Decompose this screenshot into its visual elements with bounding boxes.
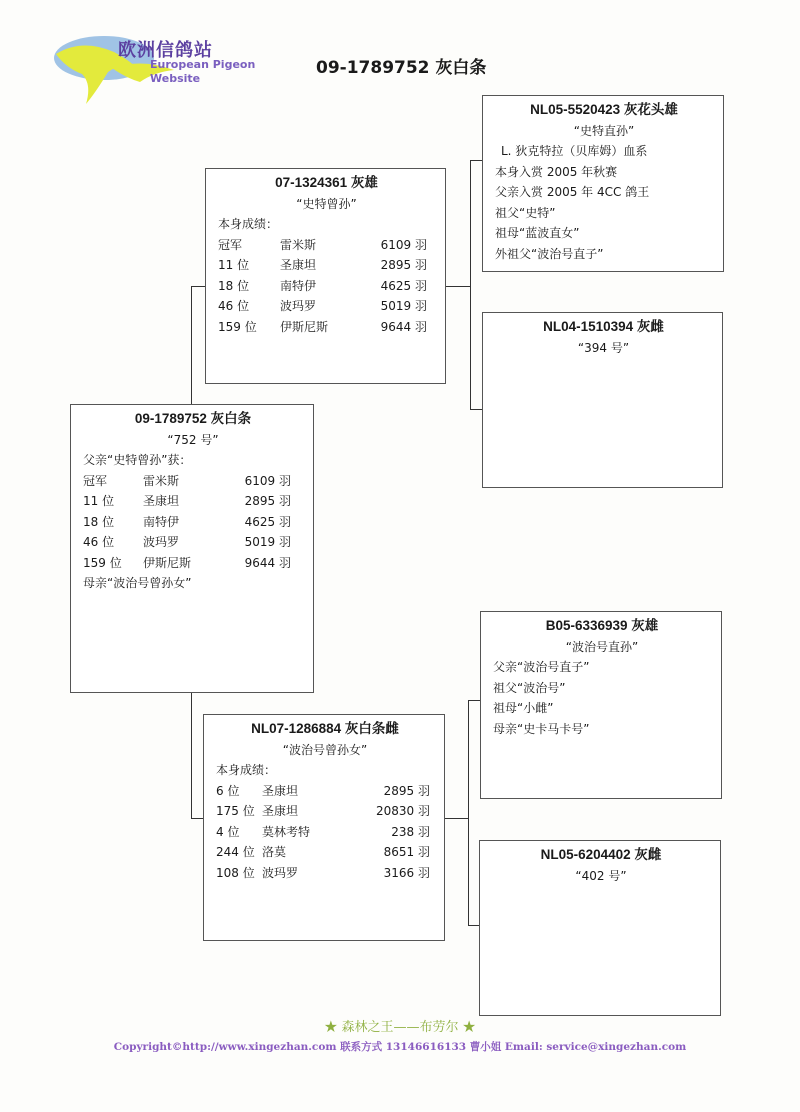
logo-chinese-text: 欧洲信鸽站 xyxy=(118,40,213,61)
dam-nickname: “波治号曾孙女” xyxy=(282,742,368,757)
subject-nickname: “752 号” xyxy=(167,432,219,447)
sire-nickname: “史特曾孙” xyxy=(296,196,357,211)
dam-results-list xyxy=(216,781,434,884)
sire-results-list xyxy=(218,235,435,338)
sire-dam-card xyxy=(482,312,723,488)
sire-intro: 本身成绩： xyxy=(218,217,279,231)
result-row: 6 位 圣康坦 2895 羽 xyxy=(216,783,430,798)
result-row: 冠军 雷米斯 6109 羽 xyxy=(83,473,291,488)
dam-dam-ring-number: NL05-6204402 灰雌 xyxy=(540,847,662,862)
connector-sire-vertical xyxy=(470,160,471,410)
sire-dam-nickname: “394 号” xyxy=(577,340,630,355)
dam-card xyxy=(203,714,445,941)
dam-dam-card xyxy=(479,840,721,1016)
pedigree-line: 祖母“小雌” xyxy=(493,701,554,715)
pedigree-line: 父亲入赏 2005 年 4CC 鸽王 xyxy=(495,185,650,199)
sire-card xyxy=(205,168,446,384)
footer-motto: ★ 森林之王——布劳尔 ★ xyxy=(324,1020,476,1035)
pedigree-line: 祖父“史特” xyxy=(495,205,556,220)
pedigree-line: 外祖父“波治号直子” xyxy=(495,246,604,261)
result-row: 46 位 波玛罗 5019 羽 xyxy=(83,535,291,549)
connector-sire-to-sire-dam xyxy=(470,409,482,410)
dam-intro: 本身成绩： xyxy=(216,763,277,777)
pedigree-line: 父亲“波治号直子” xyxy=(493,660,590,674)
result-row: 159 位 伊斯尼斯 9644 羽 xyxy=(83,555,291,570)
subject-intro: 父亲“史特曾孙”获： xyxy=(83,453,192,467)
connector-sire-to-sire-sire xyxy=(470,160,482,161)
connector-sire-stub xyxy=(445,286,470,287)
sire-ring-number: 07-1324361 灰雄 xyxy=(275,175,378,190)
subject-card xyxy=(70,404,314,693)
sire-sire-ring-number: NL05-5520423 灰花头雄 xyxy=(530,102,678,117)
result-row: 18 位 南特伊 4625 羽 xyxy=(218,278,427,293)
subject-mother: 母亲“波治号曾孙女” xyxy=(83,576,192,590)
sire-sire-nickname: “史特直孙” xyxy=(573,123,635,138)
dam-dam-nickname: “402 号” xyxy=(575,868,627,883)
sire-sire-card xyxy=(482,95,724,272)
dam-sire-ring-number: B05-6336939 灰雄 xyxy=(545,618,659,633)
pedigree-line: 祖父“波治号” xyxy=(493,680,566,695)
subject-results-list xyxy=(83,471,303,574)
pedigree-line: 本身入赏 2005 年秋赛 xyxy=(495,164,618,179)
result-row: 244 位 洛莫 8651 羽 xyxy=(216,845,430,859)
logo-english-line2: Website xyxy=(150,72,201,85)
sire-dam-ring-number: NL04-1510394 灰雌 xyxy=(543,319,664,334)
page-title: 09-1789752 灰白条 xyxy=(316,58,487,78)
result-row: 108 位 波玛罗 3166 羽 xyxy=(216,865,430,880)
result-row: 18 位 南特伊 4625 羽 xyxy=(83,514,291,529)
dam-sire-nickname: “波治号直孙” xyxy=(565,639,639,654)
connector-dam-stub xyxy=(444,818,468,819)
connector-subject-dam-vertical xyxy=(191,692,192,818)
pedigree-line: 祖母“蓝波直女” xyxy=(495,226,580,240)
footer-copyright: Copyright©http://www.xingezhan.com 联系方式 13146616133 曹小姐 Email: service@xingezhan.com xyxy=(113,1041,687,1053)
dam-ring-number: NL07-1286884 灰白条雌 xyxy=(251,721,399,736)
result-row: 11 位 圣康坦 2895 羽 xyxy=(218,258,427,272)
connector-subject-sire-horizontal xyxy=(191,286,205,287)
result-row: 175 位 圣康坦 20830 羽 xyxy=(216,804,430,818)
logo-english-line1: European Pigeon xyxy=(150,58,256,71)
site-logo xyxy=(52,32,292,114)
connector-subject-sire-vertical xyxy=(191,286,192,404)
result-row: 冠军 雷米斯 6109 羽 xyxy=(218,237,427,252)
connector-dam-vertical xyxy=(468,700,469,926)
connector-subject-dam-horizontal xyxy=(191,818,203,819)
subject-ring-number: 09-1789752 灰白条 xyxy=(134,411,252,426)
result-row: 159 位 伊斯尼斯 9644 羽 xyxy=(218,319,427,334)
result-row: 4 位 莫林考特 238 羽 xyxy=(216,824,430,839)
connector-dam-to-dam-sire xyxy=(468,700,480,701)
pedigree-line: L. 狄克特拉（贝库姆）血系 xyxy=(501,144,648,158)
result-row: 46 位 波玛罗 5019 羽 xyxy=(218,299,427,313)
result-row: 11 位 圣康坦 2895 羽 xyxy=(83,494,291,508)
dam-sire-card xyxy=(480,611,722,799)
pedigree-line: 母亲“史卡马卡号” xyxy=(493,721,590,736)
